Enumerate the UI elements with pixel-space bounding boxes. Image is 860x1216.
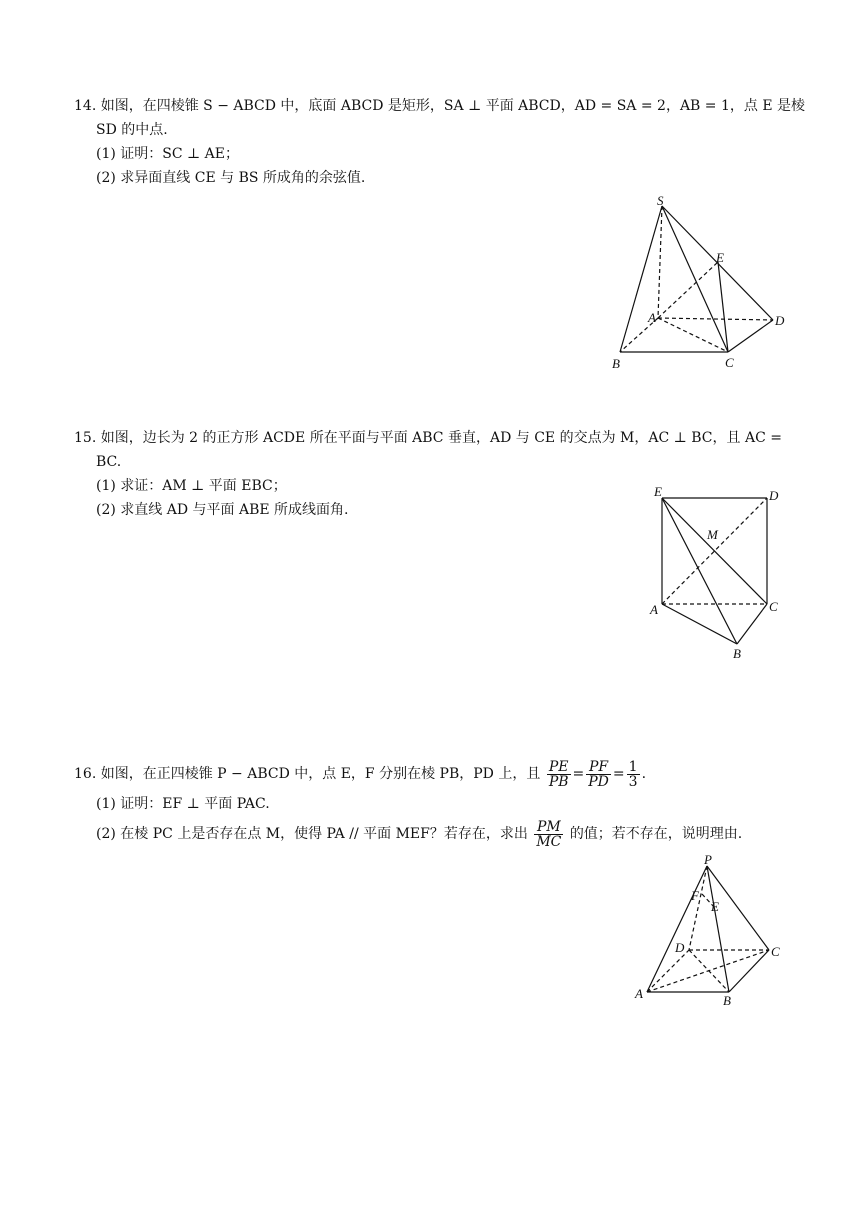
equals-sign: = bbox=[612, 766, 625, 782]
fraction-one-third: $\frac{1}{3}$ bbox=[628, 758, 638, 790]
problem-14-question-1: (1) 证明：SC ⊥ AE； bbox=[96, 146, 239, 162]
label-A: A bbox=[648, 310, 656, 325]
problem-16-question-2: (2) 在棱 PC 上是否存在点 M，使得 PA // 平面 MEF？若存在，求出 $\frac{PM}{MC}$ 的值；若不存在，说明理由. bbox=[96, 818, 743, 850]
label-C: C bbox=[725, 355, 734, 370]
label-A: A bbox=[650, 602, 658, 617]
problem-15-stem-line-2: BC. bbox=[96, 454, 122, 470]
edge-PD bbox=[689, 866, 707, 950]
label-C: C bbox=[769, 599, 778, 614]
edge-CB bbox=[737, 604, 767, 644]
edge-AD bbox=[647, 950, 689, 992]
edge-EB bbox=[662, 498, 737, 644]
equals-sign: = bbox=[572, 766, 585, 782]
label-E: E bbox=[716, 250, 724, 265]
edge-AB bbox=[662, 604, 737, 644]
edge-AC bbox=[647, 950, 769, 992]
problem-14-question-2: (2) 求异面直线 CE 与 BS 所成角的余弦值. bbox=[96, 170, 366, 186]
label-B: B bbox=[723, 993, 731, 1008]
edge-AD bbox=[658, 318, 773, 320]
label-B: B bbox=[733, 646, 741, 661]
label-P: P bbox=[704, 852, 712, 867]
edge-PA bbox=[647, 866, 707, 992]
problem-15-question-1: (1) 求证：AM ⊥ 平面 EBC； bbox=[96, 478, 287, 494]
fraction-pe-pb: $\frac{PE}{PB}$ bbox=[548, 758, 569, 790]
edge-AC bbox=[658, 318, 728, 352]
label-A: A bbox=[635, 986, 643, 1001]
problem-14-stem-line-1: 14. 如图，在四棱锥 S − ABCD 中，底面 ABCD 是矩形，SA ⊥ 平面 ABCD，AD = SA = 2，AB = 1，点 E 是棱 bbox=[74, 98, 805, 114]
label-M: M bbox=[707, 527, 718, 542]
problem-15-stem-line-1: 15. 如图，边长为 2 的正方形 ACDE 所在平面与平面 ABC 垂直，AD 与 CE 的交点为 M，AC ⊥ BC，且 AC = bbox=[74, 430, 782, 446]
problem-16-stem-line-1: 16. 如图，在正四棱锥 P − ABCD 中，点 E，F 分别在棱 PB，PD 上，且 $\frac{PE}{PB}$ = $\frac{PF}{PD}$ = $\frac{1}{3}$ . bbox=[74, 758, 647, 790]
problem-14 bbox=[74, 94, 805, 190]
label-E: E bbox=[654, 484, 662, 499]
label-D: D bbox=[775, 313, 785, 328]
edge-CD bbox=[728, 320, 773, 352]
edge-SA bbox=[658, 206, 662, 318]
problem-16 bbox=[74, 756, 794, 852]
problem-16-figure bbox=[625, 852, 795, 1012]
label-D: D bbox=[675, 940, 685, 955]
problem-16-question-1: (1) 证明：EF ⊥ 平面 PAC. bbox=[96, 796, 270, 812]
label-S: S bbox=[657, 193, 664, 208]
label-B: B bbox=[612, 356, 620, 371]
fraction-pf-pd: $\frac{PF}{PD}$ bbox=[588, 758, 609, 790]
problem-16-stem-text: 16. 如图，在正四棱锥 P − ABCD 中，点 E，F 分别在棱 PB，PD 上，且 bbox=[74, 766, 541, 782]
fraction-pm-mc: $\frac{PM}{MC}$ bbox=[536, 818, 562, 850]
label-E: E bbox=[711, 899, 719, 914]
label-F: F bbox=[691, 888, 699, 903]
label-D: D bbox=[769, 488, 779, 503]
edge-SC bbox=[662, 206, 728, 352]
problem-14-figure bbox=[600, 190, 800, 375]
label-C: C bbox=[771, 944, 780, 959]
edge-SB bbox=[620, 206, 662, 352]
problem-15-question-2: (2) 求直线 AD 与平面 ABE 所成线面角. bbox=[96, 502, 349, 518]
edge-EC bbox=[718, 262, 728, 352]
problem-14-stem-line-2: SD 的中点. bbox=[96, 122, 168, 138]
problem-15-figure bbox=[640, 480, 800, 665]
